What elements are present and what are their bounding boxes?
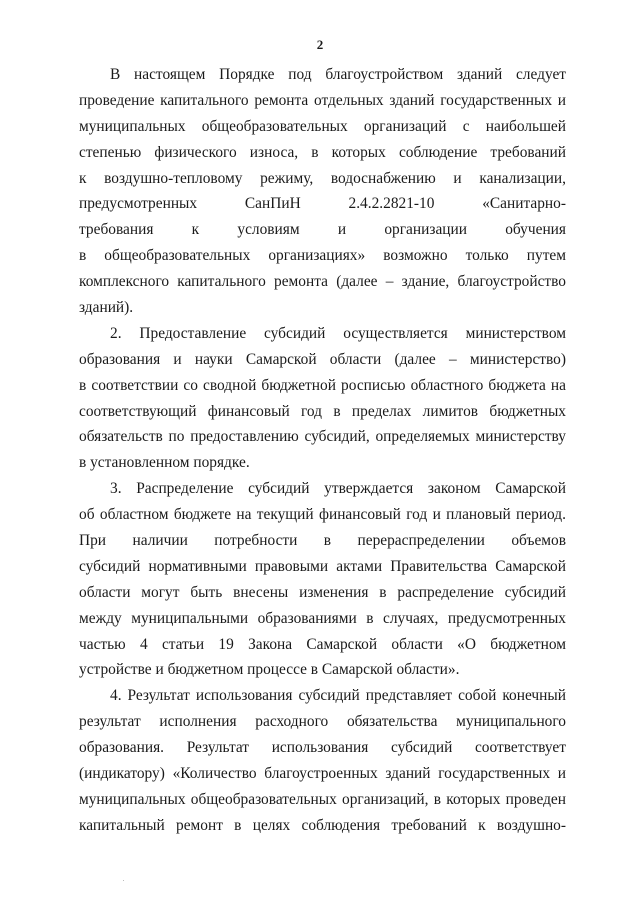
text-line: капитальный ремонт в целях соблюдения требований к воздушно- <box>79 816 566 834</box>
text-line: зданий). <box>79 299 134 317</box>
paragraph-definition <box>79 62 566 321</box>
scan-artifact <box>123 880 124 881</box>
text-line: области могут быть внесены изменения в распределение субсидий <box>79 583 566 601</box>
paragraph-2 <box>79 321 566 476</box>
text-line: образования и науки Самарской области (далее – министерство) <box>79 350 566 368</box>
text-line: (индикатору) «Количество благоустроенных зданий государственных и <box>79 765 566 783</box>
text-line: к воздушно-тепловому режиму, водоснабжению и канализации, <box>79 169 566 187</box>
text-line: субсидий нормативными правовыми актами Правительства Самарской <box>79 557 566 575</box>
text-line: муниципальных общеобразовательных организаций, в которых проведен <box>79 790 566 808</box>
text-line: В настоящем Порядке под благоустройством зданий следует <box>110 66 566 83</box>
text-line: комплексного капитального ремонта (далее – здание, благоустройство <box>79 273 566 291</box>
text-line: в установленном порядке. <box>79 454 250 472</box>
text-line: об областном бюджете на текущий финансовый год и плановый период. <box>79 506 566 524</box>
text-line: муниципальных общеобразовательных организаций с наибольшей <box>79 117 566 135</box>
text-line: 2. Предоставление субсидий осуществляется министерством <box>110 324 566 342</box>
document-body <box>79 62 566 839</box>
text-line: результат исполнения расходного обязательства муниципального <box>79 713 566 731</box>
paragraph-4 <box>79 683 566 838</box>
text-line: 3. Распределение субсидий утверждается законом Самарской <box>110 480 566 498</box>
text-line: устройстве и бюджетном процессе в Самарской области». <box>79 661 460 679</box>
page-number: 2 <box>316 37 324 52</box>
text-line: обязательств по предоставлению субсидий, определяемых министерству <box>79 428 566 446</box>
text-line: частью 4 статьи 19 Закона Самарской области «О бюджетном <box>79 635 566 653</box>
text-line: соответствующий финансовый год в пределах лимитов бюджетных <box>79 402 566 420</box>
text-line: степенью физического износа, в которых соблюдение требований <box>79 143 566 161</box>
text-line: образования. Результат использования субсидий соответствует <box>79 739 566 757</box>
text-line: в общеобразовательных организациях» возможно только путем <box>79 247 566 265</box>
text-line: При наличии потребности в перераспределении объемов <box>79 532 566 550</box>
text-line: 4. Результат использования субсидий представляет собой конечный <box>110 687 566 705</box>
text-line: в соответствии со сводной бюджетной росписью областного бюджета на <box>79 376 566 394</box>
text-line: проведение капитального ремонта отдельных зданий государственных и <box>79 91 566 109</box>
text-line: между муниципальными образованиями в случаях, предусмотренных <box>79 609 566 627</box>
text-line: требования к условиям и организации обучения <box>79 221 566 239</box>
text-line: предусмотренных СанПиН 2.4.2.2821-10 «Санитарно- <box>79 195 566 213</box>
paragraph-3 <box>79 476 566 683</box>
